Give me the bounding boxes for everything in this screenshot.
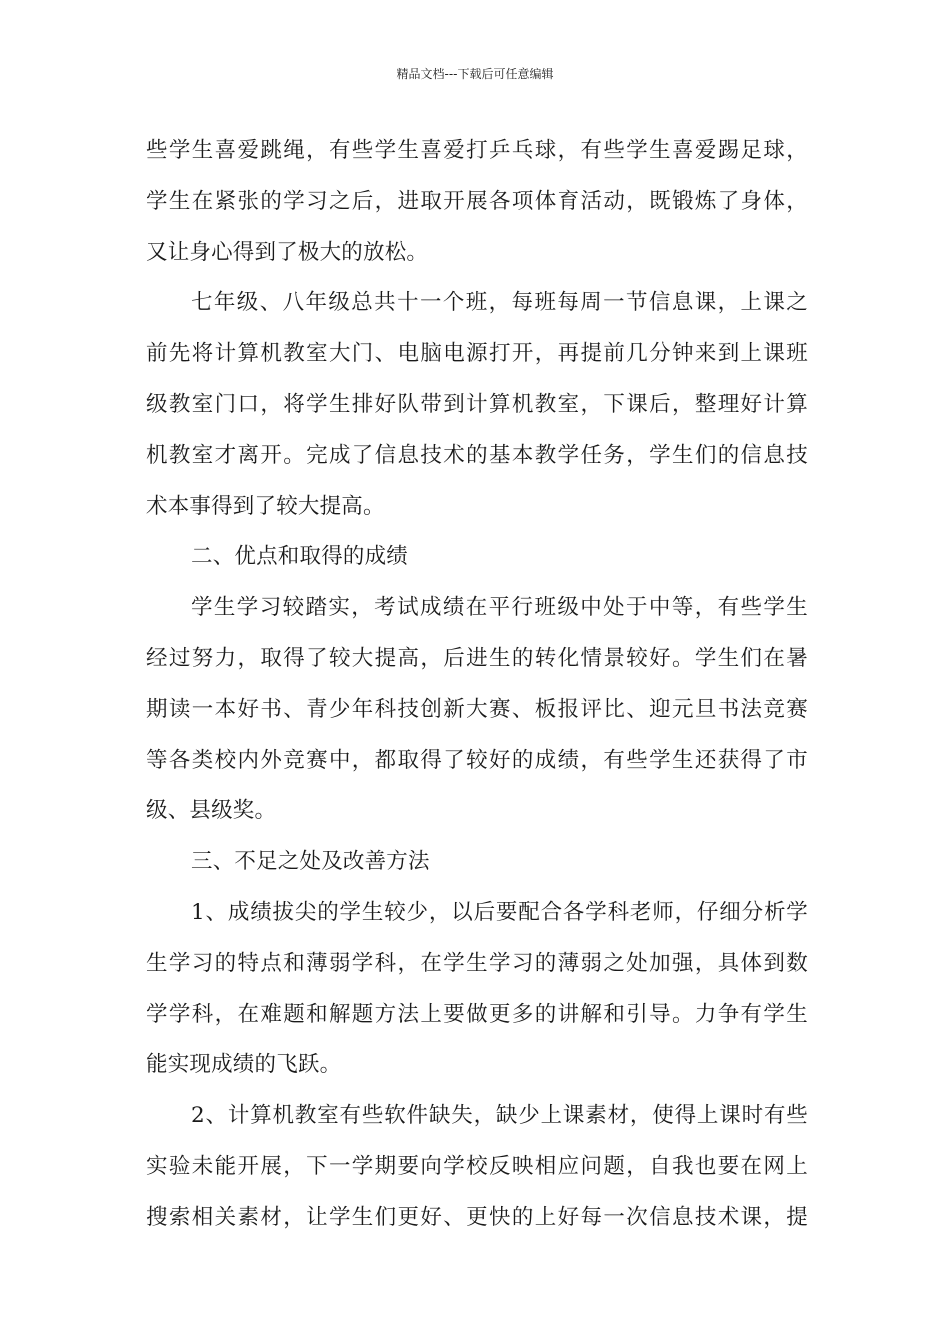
text-line: 能实现成绩的飞跃。 xyxy=(146,1052,342,1078)
paragraph-start-line: 2、计算机教室有些软件缺失，缺少上课素材，使得上课时有些 xyxy=(191,1103,808,1129)
page-header: 精品文档---下载后可任意编辑 xyxy=(396,67,554,81)
text-line: 级、县级奖。 xyxy=(146,798,277,824)
text-line: 搜索相关素材，让学生们更好、更快的上好每一次信息技术课，提 xyxy=(146,1204,808,1230)
section-heading: 二、优点和取得的成绩 xyxy=(191,544,409,570)
text-line: 机教室才离开。完成了信息技术的基本教学任务，学生们的信息技 xyxy=(146,442,808,468)
text-line: 术本事得到了较大提高。 xyxy=(146,493,385,519)
text-line: 前先将计算机教室大门、电脑电源打开，再提前几分钟来到上课班 xyxy=(146,341,808,367)
text-line: 级教室门口，将学生排好队带到计算机教室，下课后，整理好计算 xyxy=(146,391,808,417)
paragraph-start-line: 1、成绩拔尖的学生较少，以后要配合各学科老师，仔细分析学 xyxy=(191,899,808,925)
text-line: 学生在紧张的学习之后，进取开展各项体育活动，既锻炼了身体， xyxy=(146,188,808,214)
text-line: 等各类校内外竞赛中，都取得了较好的成绩，有些学生还获得了市 xyxy=(146,747,808,773)
text-line: 经过努力，取得了较大提高，后进生的转化情景较好。学生们在暑 xyxy=(146,645,808,671)
paragraph-start-line: 七年级、八年级总共十一个班，每班每周一节信息课，上课之 xyxy=(191,290,808,316)
text-line: 期读一本好书、青少年科技创新大赛、板报评比、迎元旦书法竞赛 xyxy=(146,696,808,722)
text-line: 又让身心得到了极大的放松。 xyxy=(146,239,429,265)
paragraph-start-line: 学生学习较踏实，考试成绩在平行班级中处于中等，有些学生 xyxy=(191,595,808,621)
document-body xyxy=(146,126,808,1244)
text-line: 生学习的特点和薄弱学科，在学生学习的薄弱之处加强，具体到数 xyxy=(146,950,808,976)
text-line: 实验未能开展，下一学期要向学校反映相应问题，自我也要在网上 xyxy=(146,1153,808,1179)
text-line: 些学生喜爱跳绳，有些学生喜爱打乒乓球，有些学生喜爱踢足球， xyxy=(146,138,808,163)
section-heading: 三、不足之处及改善方法 xyxy=(191,849,430,875)
text-line: 学学科，在难题和解题方法上要做更多的讲解和引导。力争有学生 xyxy=(146,1001,808,1027)
